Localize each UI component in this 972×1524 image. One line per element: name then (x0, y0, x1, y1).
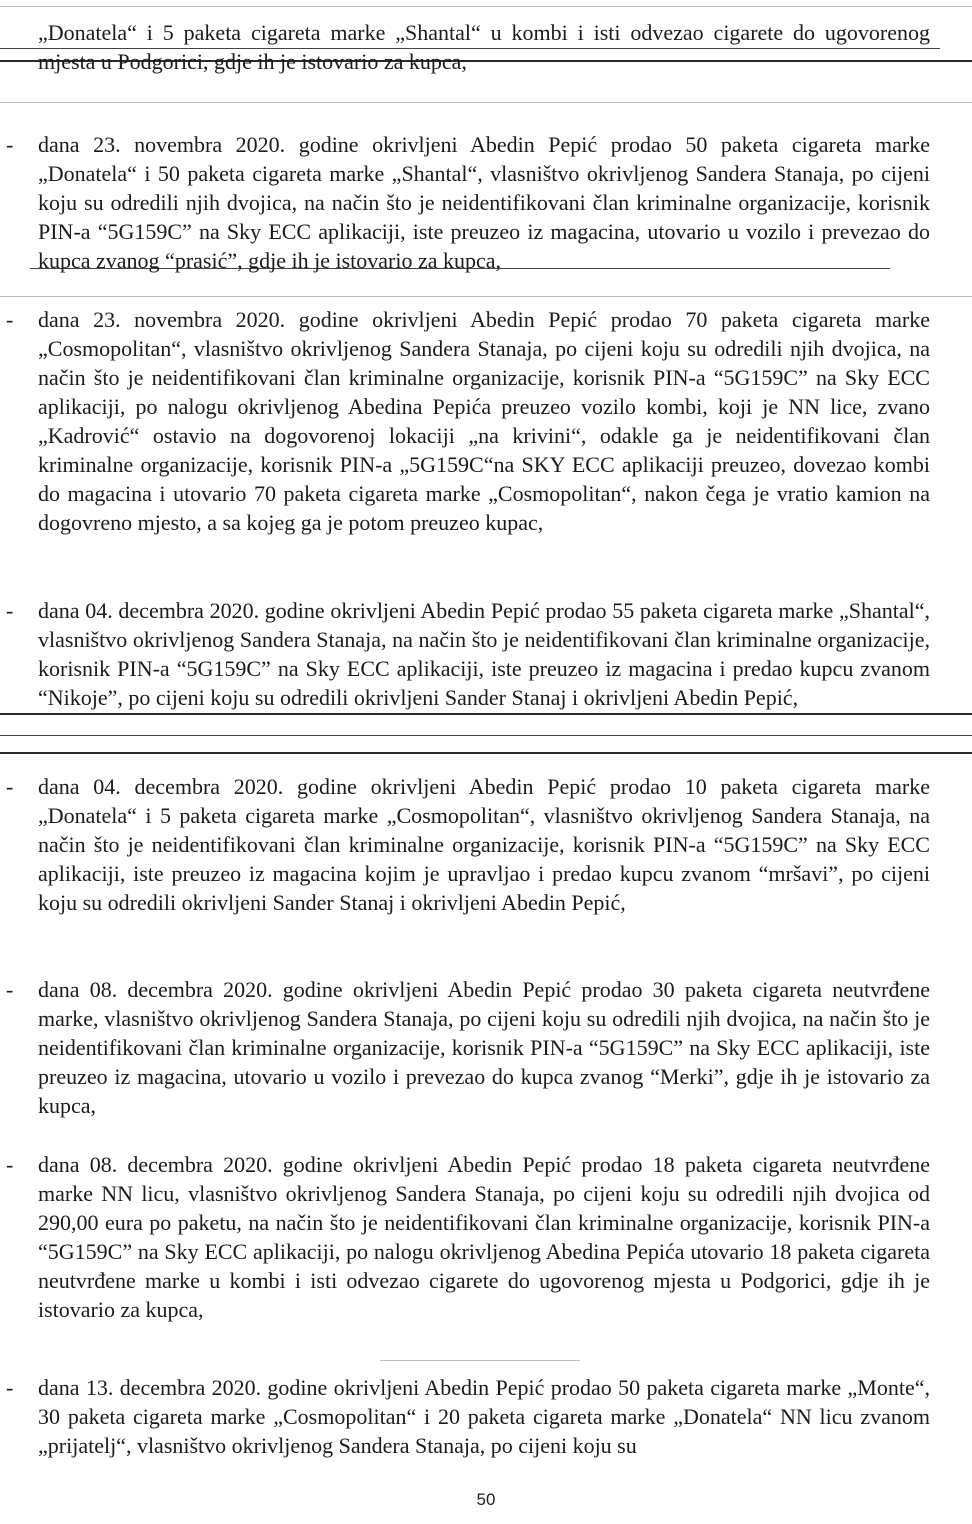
paragraph-text: dana 04. decembra 2020. godine okrivljeni Abedin Pepić prodao 10 paketa cigareta marke „Donatela“ i 5 paketa cigareta marke „Cosmopolitan“, vlasništvo okrivljenog Sandera Stanaja, na način što je neidentifikovani član kriminalne organizacije, korisnik PIN-a “5G159C” na Sky ECC aplikaciji, iste preuzeo iz magacina kojim je upravljao i predao kupcu zvanom “mršavi”, po cijeni koju su odredili okrivljeni Sander Stanaj i okrivljeni Abedin Pepić, (38, 774, 930, 915)
list-item (38, 596, 930, 712)
list-bullet: - (6, 598, 14, 623)
list-bullet: - (6, 307, 14, 332)
page-number: 50 (476, 1490, 496, 1509)
list-bullet: - (6, 1375, 14, 1400)
list-item (38, 1373, 930, 1460)
scan-artifact-line (0, 735, 972, 736)
paragraph-text: dana 04. decembra 2020. godine okrivljeni Abedin Pepić prodao 55 paketa cigareta marke „Shantal“, vlasništvo okrivljenog Sandera Stanaja, na način što je neidentifikovani član kriminalne organizacije, korisnik PIN-a “5G159C” na Sky ECC aplikaciji, iste preuzeo iz magacina i predao kupcu zvanom “Nikoje”, po cijeni koju su odredili okrivljeni Sander Stanaj i okrivljeni Abedin Pepić, (38, 598, 930, 710)
scan-artifact-line (0, 6, 972, 7)
list-bullet: - (6, 774, 14, 799)
paragraph-continuation (38, 18, 930, 76)
scan-artifact-line (0, 752, 972, 754)
scan-artifact-line (0, 713, 972, 715)
list-bullet: - (6, 1152, 14, 1177)
list-item (38, 975, 930, 1120)
scan-artifact-line (380, 1360, 580, 1361)
paragraph-text: dana 23. novembra 2020. godine okrivljeni Abedin Pepić prodao 70 paketa cigareta marke „Cosmopolitan“, vlasništvo okrivljenog Sandera Stanaja, po cijeni koju su odredili njih dvojica, na način što je neidentifikovani član kriminalne organizacije, korisnik PIN-a “5G159C” na Sky ECC aplikaciji, po nalogu okrivljenog Abedina Pepića preuzeo vozilo kombi, koji je NN lice, zvano „Kadrović“ ostavio na dogovorenoj lokaciji „na krivini“, odakle ga je neidentifikovani član kriminalne organizacije, korisnik PIN-a „5G159C“na SKY ECC aplikaciji preuzeo, dovezao kombi do magacina i utovario 70 paketa cigareta marke „Cosmopolitan“, nakon čega je vratio kamion na dogovreno mjesto, a sa kojeg ga je potom preuzeo kupac, (38, 307, 930, 535)
list-bullet: - (6, 132, 14, 157)
paragraph-text: dana 08. decembra 2020. godine okrivljeni Abedin Pepić prodao 18 paketa cigareta neutvrđene marke NN licu, vlasništvo okrivljenog Sandera Stanaja, po cijeni koju su odredili njih dvojica od 290,00 eura po paketu, na način što je neidentifikovani član kriminalne organizacije, korisnik PIN-a “5G159C” na Sky ECC aplikaciji, po nalogu okrivljenog Abedina Pepića utovario 18 paketa cigareta neutvrđene marke u kombi i isti odvezao cigarete do ugovorenog mjesta u Podgorici, gdje ih je istovario za kupca, (38, 1152, 930, 1322)
paragraph-text: dana 13. decembra 2020. godine okrivljeni Abedin Pepić prodao 50 paketa cigareta marke „Monte“, 30 paketa cigareta marke „Cosmopolitan“ i 20 paketa cigareta marke „Donatela“ NN licu zvanom „prijatelj“, vlasništvo okrivljenog Sandera Stanaja, po cijeni koju su (38, 1375, 930, 1458)
scan-artifact-line (0, 102, 972, 103)
paragraph-text: dana 08. decembra 2020. godine okrivljeni Abedin Pepić prodao 30 paketa cigareta neutvrđene marke, vlasništvo okrivljenog Sandera Stanaja, po cijeni koju su odredili njih dvojica, na način što je neidentifikovani član kriminalne organizacije, korisnik PIN-a “5G159C” na Sky ECC aplikaciji, iste preuzeo iz magacina, utovario u vozilo i prevezao do kupca zvanog “Merki”, gdje ih je istovario za kupca, (38, 977, 930, 1118)
list-item (38, 130, 930, 275)
list-bullet: - (6, 977, 14, 1002)
paragraph-text: dana 23. novembra 2020. godine okrivljeni Abedin Pepić prodao 50 paketa cigareta marke „Donatela“ i 50 paketa cigareta marke „Shantal“, vlasništvo okrivljenog Sandera Stanaja, po cijeni koju su odredili njih dvojica, na način što je neidentifikovani član kriminalne organizacije, korisnik PIN-a “5G159C” na Sky ECC aplikaciji, iste preuzeo iz magacina, utovario u vozilo i prevezao do kupca zvanog “prasić”, gdje ih je istovario za kupca, (38, 132, 930, 273)
list-item (38, 772, 930, 917)
list-item (38, 1150, 930, 1324)
list-item (38, 305, 930, 537)
scan-artifact-line (0, 296, 972, 297)
paragraph-text: „Donatela“ i 5 paketa cigareta marke „Shantal“ u kombi i isti odvezao cigarete do ugovorenog mjesta u Podgorici, gdje ih je istovario za kupca, (38, 20, 930, 74)
